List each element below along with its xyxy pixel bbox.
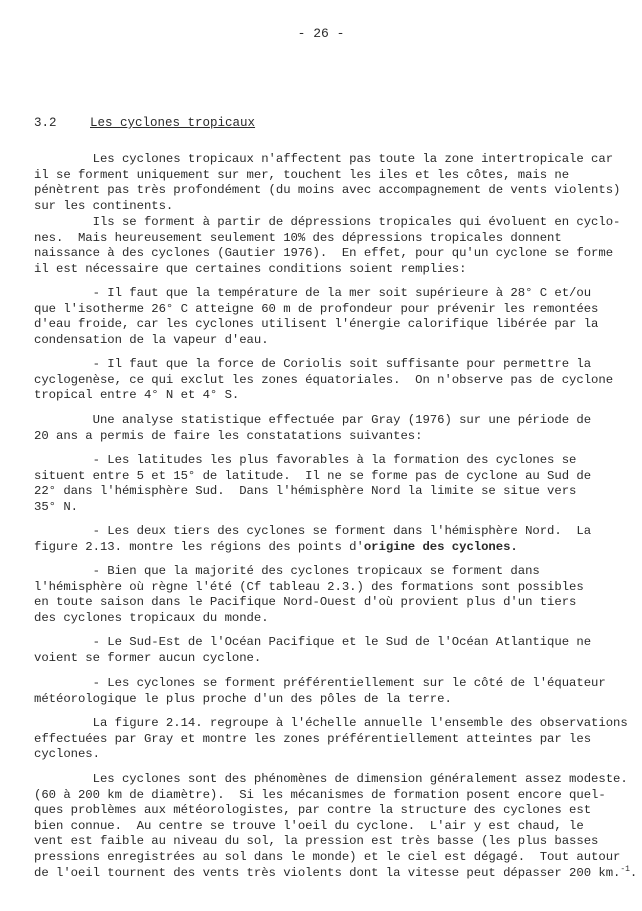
text-line: - Bien que la majorité des cyclones tropicaux se forment dans — [34, 564, 540, 578]
paragraph — [34, 635, 624, 666]
text-line: sur les continents. — [34, 198, 174, 213]
text-line: bien connue. Au centre se trouve l'oeil du cyclone. L'air y est chaud, le — [34, 818, 584, 833]
section-number: 3.2 — [34, 116, 57, 130]
text-line: naissance à des cyclones (Gautier 1976). En effet, pour qu'un cyclone se forme — [34, 246, 614, 261]
text-line: 22° dans l'hémisphère Sud. Dans l'hémisphère Nord la limite se situe vers — [34, 484, 577, 499]
paragraph — [34, 716, 628, 763]
text-line: - Il faut que la force de Coriolis soit suffisante pour permettre la — [34, 357, 592, 371]
paragraph — [34, 357, 624, 404]
text-line: La figure 2.14. regroupe à l'échelle annuelle l'ensemble des observations — [34, 716, 628, 730]
text-line: pressions enregistrées au sol dans le monde) et le ciel est dégagé. Tout autour — [34, 849, 621, 864]
text-line: 20 ans a permis de faire les constatations suivantes: — [34, 428, 423, 443]
text-line: Les cyclones sont des phénomènes de dimension généralement assez modeste. — [34, 772, 628, 786]
text-line: météorologique le plus proche d'un des pôles de la terre. — [34, 691, 452, 706]
paragraph — [34, 564, 624, 626]
text-line: tropical entre 4° N et 4° S. — [34, 388, 240, 403]
text-line: voient se former aucun cyclone. — [34, 650, 262, 665]
paragraph — [34, 286, 624, 348]
exponent: -1 — [620, 864, 630, 874]
paragraph — [34, 215, 624, 277]
text-line: situent entre 5 et 15° de latitude. Il ne se forme pas de cyclone au Sud de — [34, 468, 592, 483]
text-line: il se forment uniquement sur mer, touchent les iles et les côtes, mais ne — [34, 167, 570, 182]
text-line: (60 à 200 km de diamètre). Si les mécanismes de formation posent encore quel- — [34, 787, 606, 802]
text-line: - Les deux tiers des cyclones se forment dans l'hémisphère Nord. La — [34, 524, 592, 538]
text-line: - Les latitudes les plus favorables à la formation des cyclones se — [34, 453, 577, 467]
text-line: ques problèmes aux météorologistes, par contre la structure des cyclones est — [34, 803, 592, 818]
paragraph — [34, 676, 624, 707]
section-heading — [34, 116, 255, 130]
text-line: il est nécessaire que certaines conditions soient remplies: — [34, 261, 467, 276]
text-line: Ils se forment à partir de dépressions tropicales qui évoluent en cyclo- — [34, 215, 621, 229]
text-line: Les cyclones tropicaux n'affectent pas toute la zone intertropicale car — [34, 152, 614, 166]
text-line: figure 2.13. montre les régions des points d'origine des cyclones. — [34, 539, 518, 554]
text-line: que l'isotherme 26° C atteigne 60 m de profondeur pour prévenir les remontées — [34, 301, 599, 316]
text-line: 35° N. — [34, 499, 78, 514]
text-line: en toute saison dans le Pacifique Nord-Ouest d'où provient plus d'un tiers — [34, 595, 577, 610]
text-line: nes. Mais heureusement seulement 10% des dépressions tropicales donnent — [34, 230, 562, 245]
text-line: l'hémisphère où règne l'été (Cf tableau 2.3.) des formations sont possibles — [34, 579, 584, 594]
text-line: d'eau froide, car les cyclones utilisent l'énergie calorifique libérée par la — [34, 317, 599, 332]
text-line: des cyclones tropicaux du monde. — [34, 610, 269, 625]
page-number: - 26 - — [297, 26, 345, 41]
paragraph — [34, 772, 638, 881]
paragraph — [34, 152, 624, 214]
text-line: de l'oeil tournent des vents très violents dont la vitesse peut dépasser 200 km.$^{-1}$. — [34, 864, 638, 880]
section-title: Les cyclones tropicaux — [90, 116, 256, 130]
text-line: condensation de la vapeur d'eau. — [34, 332, 269, 347]
text-line: cyclogenèse, ce qui exclut les zones équatoriales. On n'observe pas de cyclone — [34, 372, 614, 387]
text-line: - Il faut que la température de la mer soit supérieure à 28° C et/ou — [34, 286, 592, 300]
text-line: cyclones. — [34, 747, 100, 762]
paragraph — [34, 453, 624, 515]
emphasis: origine des cyclones. — [363, 539, 518, 554]
text-line: - Le Sud-Est de l'Océan Pacifique et le Sud de l'Océan Atlantique ne — [34, 635, 592, 649]
text-line: - Les cyclones se forment préférentiellement sur le côté de l'équateur — [34, 676, 606, 690]
text-line: pénètrent pas très profondément (du moins avec accompagnement de vents violents) — [34, 183, 621, 198]
paragraph — [34, 524, 624, 555]
paragraph — [34, 413, 624, 444]
text-line: effectuées par Gray et montre les zones préférentiellement atteintes par les — [34, 731, 592, 746]
text-line: vent est faible au niveau du sol, la pression est très basse (les plus basses — [34, 834, 599, 849]
text-line: Une analyse statistique effectuée par Gray (1976) sur une période de — [34, 413, 592, 427]
